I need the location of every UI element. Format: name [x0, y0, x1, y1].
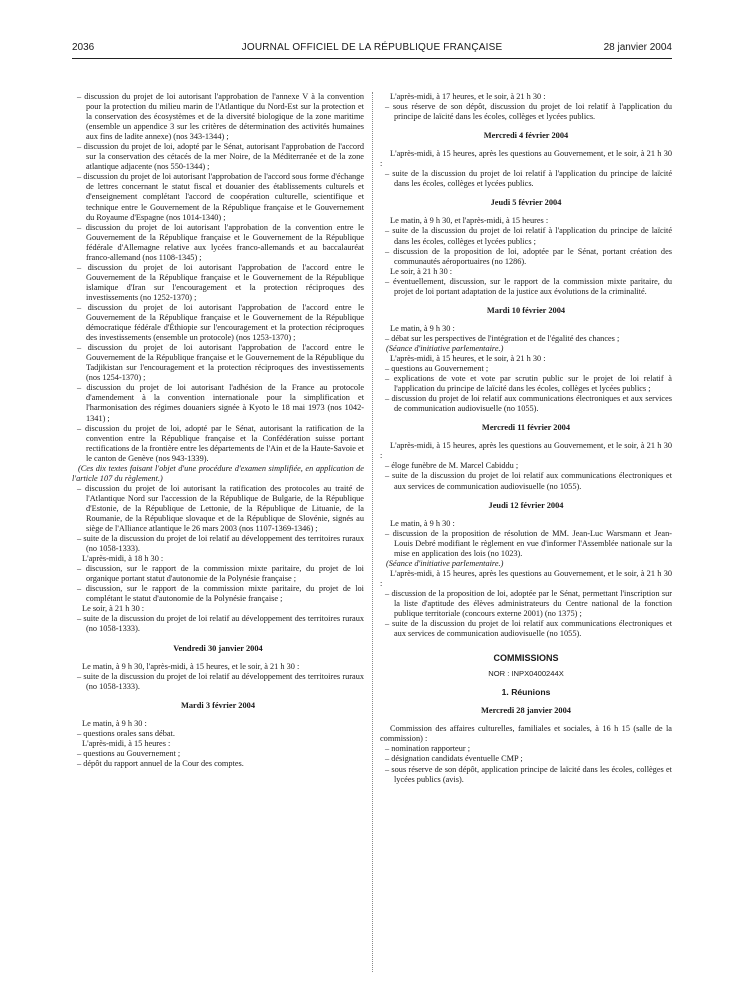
right-column-day-19: Mercredi 11 février 2004	[481, 423, 571, 433]
right-column-para-27: L'après-midi, à 15 heures, après les questions au Gouvernement, et le soir, à 21 h 30 :	[380, 568, 672, 588]
left-column-para-12: L'après-midi, à 18 h 30 :	[82, 554, 164, 564]
right-column-note-14: (Séance d'initiative parlementaire.)	[386, 343, 504, 353]
left-column-para-23: L'après-midi, à 15 heures :	[82, 738, 171, 748]
left-column-dash-19: – suite de la discussion du projet de loi relatif au développement des territoires ruraux (no 1058-1333).	[77, 671, 364, 691]
left-column-para-18: Le matin, à 9 h 30, l'après-midi, à 15 heures, et le soir, à 21 h 30 :	[82, 661, 300, 671]
right-column-dash-17: – explications de vote et vote par scrutin public sur le projet de loi relatif à l'application du principe de laïcité dans les écoles, collèges et lycées publics ;	[385, 374, 672, 394]
right-column-sub-32: 1. Réunions	[501, 687, 551, 698]
left-column-dash-4: – discussion du projet de loi autorisant l'approbation de l'accord entre le Gouvernement de la République française et le Gouvernement de la République islamique d'Iran sur l'encouragement et la protection réciproques des investissements (no 1252-1370) ;	[77, 262, 364, 302]
right-column-dash-13: – débat sur les perspectives de l'intégration et de l'égalité des chances ;	[385, 333, 620, 343]
left-column-dash-10: – discussion du projet de loi autorisant la ratification des protocoles au traité de l'Atlantique Nord sur l'accession de la République de Bulgarie, de la République d'Estonie, de la République de Lettonie, de la République de Lituanie, de la Roumanie, de la République slovaque et de la République de Slovénie, signés au siège de l'Alliance atlantique le 26 mars 2003 (nos 1107-1369-1346) ;	[77, 483, 364, 534]
right-column-sec-30: COMMISSIONS	[493, 653, 559, 664]
left-column-dash-2: – discussion du projet de loi autorisant l'approbation de l'accord sous forme d'échange de lettres concernant le statut fiscal et douanier des établissements culturels et d'enseignement complétant l'accord de coopération culturelle, scientifique et technique entre le Gouvernement de la République française et le Gouvernement du Royaume d'Espagne (nos 1014-1340) ;	[77, 172, 364, 222]
right-column-day-23: Jeudi 12 février 2004	[488, 500, 564, 510]
left-column-day-20: Mardi 3 février 2004	[180, 700, 256, 710]
page-number: 2036	[72, 42, 95, 53]
right-column-dash-35: – nomination rapporteur ;	[385, 744, 471, 754]
right-column-day-33: Mercredi 28 janvier 2004	[480, 706, 571, 716]
left-column-dash-7: – discussion du projet de loi autorisant l'adhésion de la France au protocole d'amendement à la convention internationale pour la simplification et l'harmonisation des régimes douaniers signée à Kyoto le 18 mai 1973 (nos 1042-1341) ;	[77, 383, 364, 423]
left-column-dash-5: – discussion du projet de loi autorisant l'approbation de l'accord entre le Gouvernement de la République française et le Gouvernement de la République démocratique fédérale d'Éthiopie sur l'encouragement et la protection réciproques des investissements (ensemble un protocole) (nos 1253-1370) ;	[77, 302, 364, 343]
right-column-day-5: Jeudi 5 février 2004	[490, 198, 562, 208]
right-column-dash-16: – questions au Gouvernement ;	[385, 364, 489, 374]
right-column-dash-21: – éloge funèbre de M. Marcel Cabiddu ;	[385, 461, 519, 471]
left-column-dash-13: – discussion, sur le rapport de la commission mixte paritaire, du projet de loi organique portant statut d'autonomie de la Polynésie française ;	[77, 564, 364, 584]
right-column-dash-18: – discussion du projet de loi relatif aux communications électroniques et aux services de communication audiovisuelle (no 1055).	[385, 394, 672, 414]
right-column-dash-28: – discussion de la proposition de loi, adoptée par le Sénat, permettant l'inscription sur la liste d'aptitude des élèves administrateurs du Centre national de la fonction publique territoriale (concours externe 2001) (no 1375) ;	[385, 588, 672, 619]
right-column-dash-10: – éventuellement, discussion, sur le rapport de la commission mixte paritaire, du projet de loi portant adaptation de la justice aux évolutions de la criminalité.	[385, 276, 672, 296]
right-column-dash-36: – désignation candidats éventuelle CMP ;	[385, 754, 523, 764]
left-column-dash-16: – suite de la discussion du projet de loi relatif au développement des territoires ruraux (no 1058-1333).	[77, 614, 364, 634]
right-column-dash-8: – discussion de la proposition de loi, adoptée par le Sénat, portant création des communautés aéroportuaires (no 1286).	[385, 246, 672, 266]
left-column-dash-22: – questions orales sans débat.	[77, 728, 175, 738]
left-column-note-9: (Ces dix textes faisant l'objet d'une procédure d'examen simplifiée, en application de l'article 107 du règlement.)	[72, 463, 364, 483]
right-column-para-6: Le matin, à 9 h 30, et l'après-midi, à 15 heures :	[390, 216, 549, 226]
left-column-dash-24: – questions au Gouvernement ;	[77, 748, 181, 758]
right-column-para-9: Le soir, à 21 h 30 :	[390, 266, 453, 276]
right-column-para-3: L'après-midi, à 15 heures, après les questions au Gouvernement, et le soir, à 21 h 30 :	[380, 149, 672, 169]
column-separator	[372, 92, 373, 972]
left-column-dash-6: – discussion du projet de loi autorisant l'approbation de l'accord entre le Gouvernement de la République française et le Gouvernement de la République du Tadjikistan sur l'encouragement et la protection réciproques des investissements (nos 1254-1370) ;	[77, 343, 364, 383]
page-header	[72, 42, 672, 58]
header-rule	[72, 58, 672, 59]
left-column-para-21: Le matin, à 9 h 30 :	[82, 718, 147, 728]
right-column-nor-31: NOR : INPX0400244X	[488, 669, 564, 679]
left-column-dash-14: – discussion, sur le rapport de la commission mixte paritaire, du projet de loi complétant le statut d'autonomie de la Polynésie française ;	[77, 584, 364, 604]
left-column-para-15: Le soir, à 21 h 30 :	[82, 604, 145, 614]
right-column-para-24: Le matin, à 9 h 30 :	[390, 518, 455, 528]
journal-title: JOURNAL OFFICIEL DE LA RÉPUBLIQUE FRANÇAISE	[241, 42, 503, 53]
right-column-para-0: L'après-midi, à 17 heures, et le soir, à 21 h 30 :	[390, 92, 546, 101]
left-column-dash-8: – discussion du projet de loi, adopté par le Sénat, autorisant la ratification de la convention entre la République française et la Confédération suisse portant rectifications de la frontière entre les départements de l'Ain et de la Haute-Savoie et le canton de Genève (nos 943-1339).	[77, 423, 364, 463]
left-column	[72, 92, 364, 769]
left-column-dash-1: – discussion du projet de loi, adopté par le Sénat, autorisant l'approbation de l'accord sur la conservation des cétacés de la mer Noire, de la Méditerranée et de la zone atlantique adjacente (nos 550-1344) ;	[77, 142, 364, 172]
right-column	[380, 92, 672, 785]
left-column-dash-3: – discussion du projet de loi autorisant l'approbation de la convention entre le Gouvernement de la République française et le Gouvernement de la République fédérale d'Allemagne relative aux lycées franco-allemands et au baccalauréat franco-allemand (nos 1108-1345) ;	[77, 222, 364, 262]
right-column-para-34: Commission des affaires culturelles, familiales et sociales, à 16 h 15 (salle de la commission) :	[380, 724, 672, 744]
left-column-dash-25: – dépôt du rapport annuel de la Cour des comptes.	[77, 758, 244, 768]
left-column-dash-11: – suite de la discussion du projet de loi relatif au développement des territoires ruraux (no 1058-1333).	[77, 534, 364, 554]
right-column-dash-1: – sous réserve de son dépôt, discussion du projet de loi relatif à l'application du principe de laïcité dans les écoles, collèges et lycées publics.	[385, 102, 672, 122]
right-column-dash-29: – suite de la discussion du projet de loi relatif aux communications électroniques et aux services de communication audiovisuelle (no 1055).	[385, 619, 672, 639]
left-column-day-17: Vendredi 30 janvier 2004	[173, 643, 263, 653]
right-column-para-15: L'après-midi, à 15 heures, et le soir, à 21 h 30 :	[390, 353, 546, 363]
right-column-dash-22: – suite de la discussion du projet de loi relatif aux communications électroniques et aux services de communication audiovisuelle (no 1055).	[385, 471, 672, 491]
left-column-dash-0: – discussion du projet de loi autorisant l'approbation de l'annexe V à la convention pour la protection du milieu marin de l'Atlantique du Nord-Est sur la protection et la conservation des écosystèmes et de la diversité biologique de la zone maritime (ensemble un appendice 3 sur les critères de détermination des activités humaines aux fins de ladite annexe) (nos 343-1344) ;	[77, 92, 364, 142]
right-column-para-12: Le matin, à 9 h 30 :	[390, 323, 455, 333]
right-column-dash-37: – sous réserve de son dépôt, application principe de laïcité dans les écoles, collèges et lycées publics (avis).	[385, 764, 672, 784]
right-column-day-11: Mardi 10 février 2004	[486, 305, 566, 315]
right-column-dash-25: – discussion de la proposition de résolution de MM. Jean-Luc Warsmann et Jean-Louis Debré modifiant le règlement en vue d'informer l'Assemblée nationale sur la mise en application des lois (no 1023).	[385, 528, 672, 558]
right-column-para-20: L'après-midi, à 15 heures, après les questions au Gouvernement, et le soir, à 21 h 30 :	[380, 441, 672, 461]
right-column-day-2: Mercredi 4 février 2004	[483, 131, 569, 141]
right-column-dash-7: – suite de la discussion du projet de loi relatif à l'application du principe de laïcité dans les écoles, collèges et lycées publics ;	[385, 226, 672, 246]
right-column-dash-4: – suite de la discussion du projet de loi relatif à l'application du principe de laïcité dans les écoles, collèges et lycées publics.	[385, 169, 672, 189]
right-column-note-26: (Séance d'initiative parlementaire.)	[386, 558, 504, 568]
issue-date: 28 janvier 2004	[603, 42, 672, 53]
